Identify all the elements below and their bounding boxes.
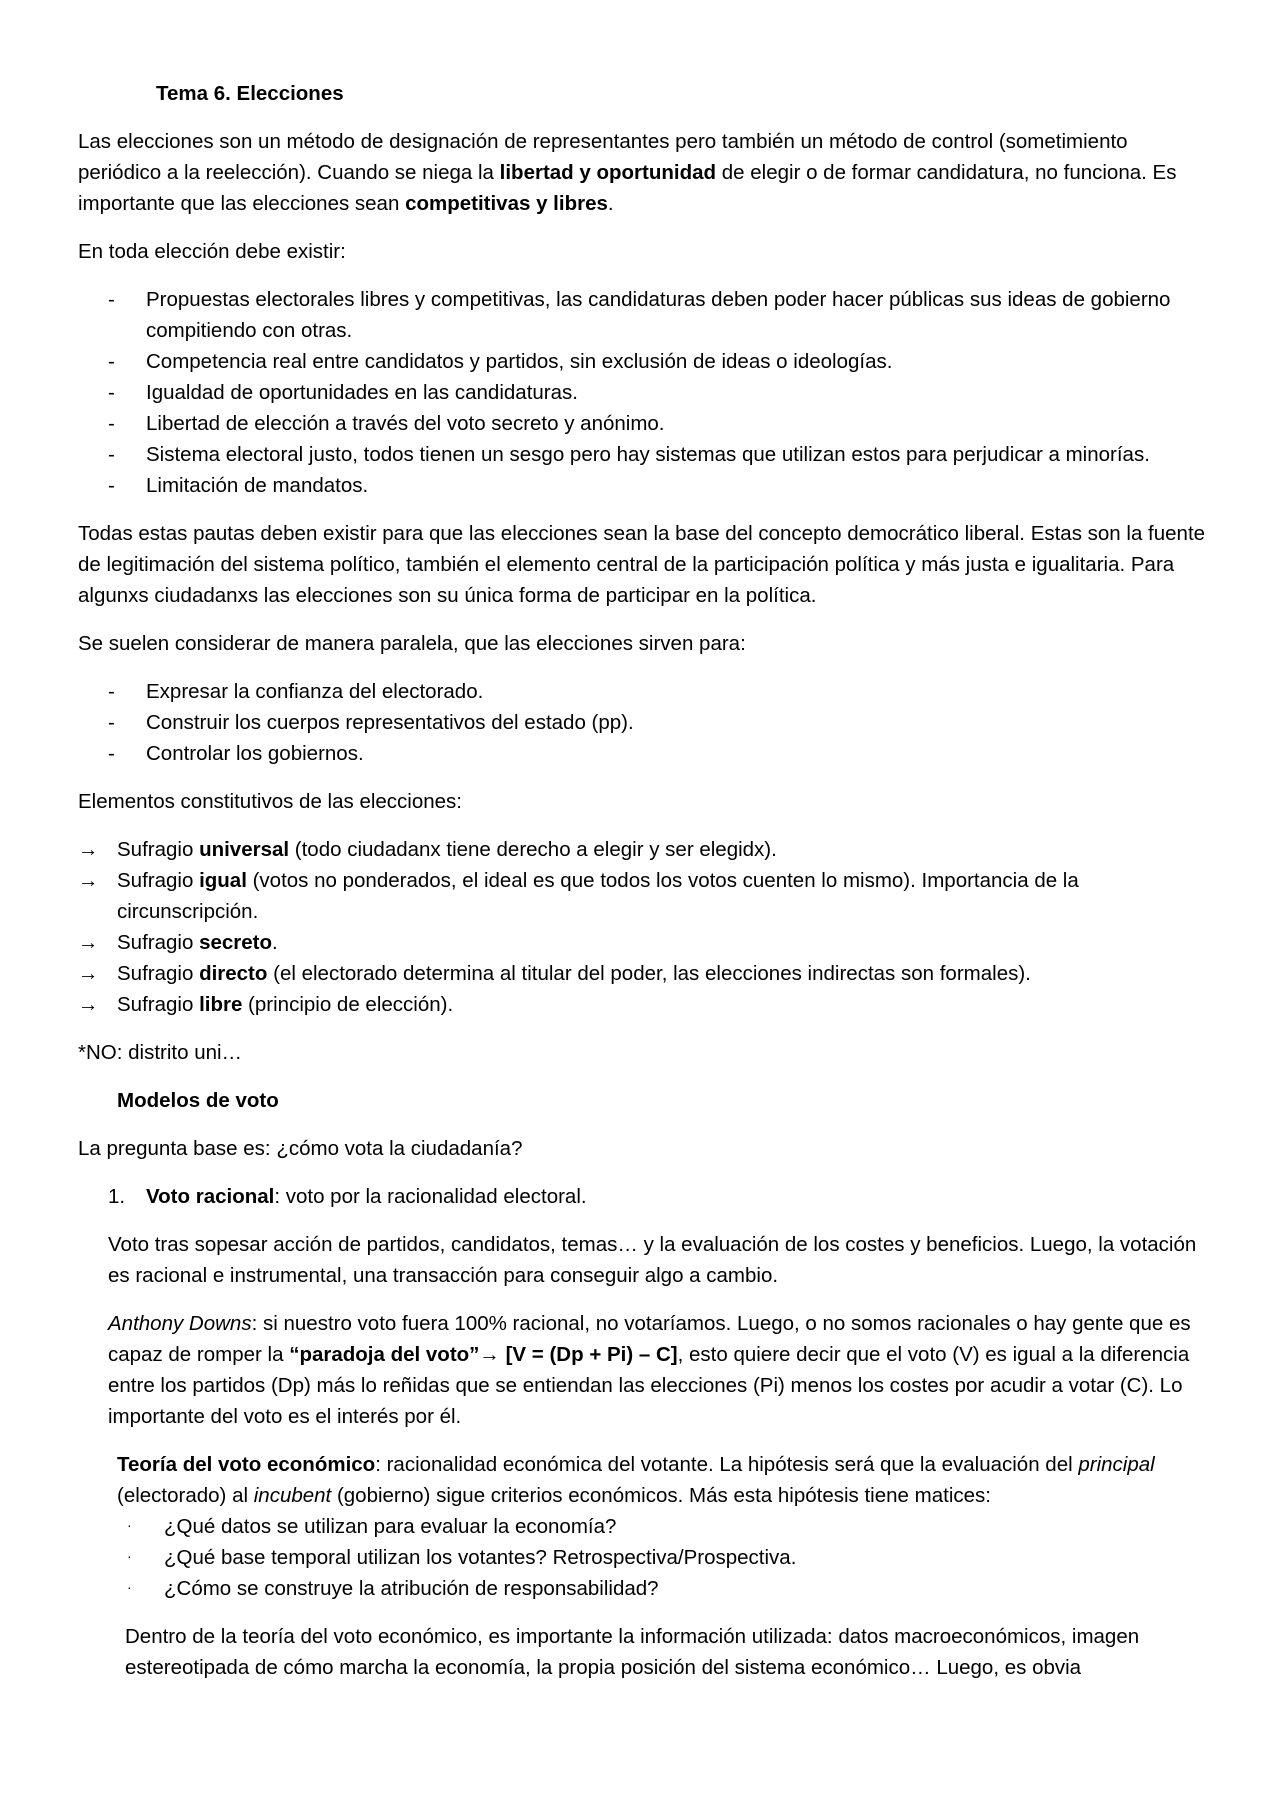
requirements-list <box>78 284 1212 501</box>
list-item: → Sufragio secreto. <box>78 927 1212 958</box>
arrow-right-icon: → <box>78 962 99 985</box>
list-item: - Limitación de mandatos. <box>78 470 1212 501</box>
note-text: *NO: distrito uni… <box>78 1041 243 1064</box>
list-item: - Igualdad de oportunidades en las candidaturas. <box>78 377 1212 408</box>
arrow-right-icon: → <box>78 869 99 892</box>
list-item: → Sufragio igual (votos no ponderados, el ideal es que todos los votos cuenten lo mismo). Importancia de la circunscripción. <box>78 865 1212 927</box>
functions-list <box>78 676 1212 769</box>
list-item: - Sistema electoral justo, todos tienen un sesgo pero hay sistemas que utilizan estos para perjudicar a minorías. <box>78 439 1212 470</box>
dash-bullet: - <box>108 711 115 734</box>
document-body <box>78 78 1212 1683</box>
elements-lead: Elementos constitutivos de las elecciones: <box>78 790 463 813</box>
list-item: → Sufragio directo (el electorado determina al titular del poder, las elecciones indirectas son formales). <box>78 958 1212 989</box>
requirements-lead: En toda elección debe existir: <box>78 240 346 263</box>
dash-bullet: - <box>108 680 115 703</box>
list-item: · ¿Qué datos se utilizan para evaluar la economía? <box>117 1511 1212 1542</box>
dash-bullet: - <box>108 288 115 311</box>
rational-vote-paragraph: Voto tras sopesar acción de partidos, candidatos, temas… y la evaluación de los costes y beneficios. Luego, la votación es racional e instrumental, una transacción para conseguir algo a cambio. <box>108 1233 1197 1287</box>
intro-paragraph: Las elecciones son un método de designación de representantes pero también un método de control (sometimiento periódico a la reelección). Cuando se niega la libertad y oportunidad de elegir o de formar candidatura, no funciona. Es importante que las elecciones sean competitivas y libres. <box>78 130 1177 215</box>
functions-lead: Se suelen considerar de manera paralela, que las elecciones sirven para: <box>78 632 746 655</box>
legitimation-paragraph: Todas estas pautas deben existir para que las elecciones sean la base del concepto democrático liberal. Estas son la fuente de legitimación del sistema político, también el elemento central de la participación política y más justa e igualitaria. Para algunxs ciudadanxs las elecciones son su única forma de participar en la política. <box>78 522 1206 607</box>
list-item: · ¿Qué base temporal utilizan los votantes? Retrospectiva/Prospectiva. <box>117 1542 1212 1573</box>
list-item: · ¿Cómo se construye la atribución de responsabilidad? <box>117 1573 1212 1604</box>
arrow-right-icon: → <box>78 993 99 1016</box>
models-list <box>78 1181 1212 1212</box>
questions-list <box>117 1511 1212 1604</box>
question-paragraph: La pregunta base es: ¿cómo vota la ciudadanía? <box>78 1137 523 1160</box>
dash-bullet: - <box>108 381 115 404</box>
suffrage-list <box>78 834 1212 1020</box>
dot-bullet: · <box>127 1579 132 1595</box>
list-item: - Libertad de elección a través del voto secreto y anónimo. <box>78 408 1212 439</box>
dash-bullet: - <box>108 474 115 497</box>
list-item: 1. Voto racional: voto por la racionalidad electoral. <box>78 1181 1212 1212</box>
dash-bullet: - <box>108 443 115 466</box>
section-heading: Modelos de voto <box>117 1089 279 1112</box>
list-item: - Competencia real entre candidatos y partidos, sin exclusión de ideas o ideologías. <box>78 346 1212 377</box>
dash-bullet: - <box>108 412 115 435</box>
information-paragraph: Dentro de la teoría del voto económico, es importante la información utilizada: datos macroeconómicos, imagen estereotipada de cómo marcha la economía, la propia posición del sistema económico… Luego, es obvia <box>125 1625 1140 1679</box>
list-item: → Sufragio universal (todo ciudadanx tiene derecho a elegir y ser elegidx). <box>78 834 1212 865</box>
economic-vote-paragraph: Teoría del voto económico: racionalidad económica del votante. La hipótesis será que la evaluación del principal (electorado) al incubent (gobierno) sigue criterios económicos. Más esta hipótesis tiene matices: <box>117 1453 1155 1507</box>
list-number: 1. <box>108 1185 126 1208</box>
dash-bullet: - <box>108 742 115 765</box>
dash-bullet: - <box>108 350 115 373</box>
downs-paragraph: Anthony Downs: si nuestro voto fuera 100% racional, no votaríamos. Luego, o no somos racionales o hay gente que es capaz de romper la “paradoja del voto”→ [V = (Dp + Pi) – C], esto quiere decir que el voto (V) es igual a la diferencia entre los partidos (Dp) más lo reñidas que se entiendan las elecciones (Pi) menos los costes por acudir a votar (C). Lo importante del voto es el interés por él. <box>108 1312 1191 1428</box>
dot-bullet: · <box>127 1548 132 1564</box>
dot-bullet: · <box>127 1517 132 1533</box>
arrow-right-icon: → <box>78 931 99 954</box>
list-item: - Expresar la confianza del electorado. <box>78 676 1212 707</box>
list-item: → Sufragio libre (principio de elección). <box>78 989 1212 1020</box>
page-title: Tema 6. Elecciones <box>156 82 344 105</box>
list-item: - Propuestas electorales libres y competitivas, las candidaturas deben poder hacer públicas sus ideas de gobierno compitiendo con otras. <box>78 284 1212 346</box>
arrow-right-icon: → <box>78 838 99 861</box>
list-item: - Construir los cuerpos representativos del estado (pp). <box>78 707 1212 738</box>
list-item: - Controlar los gobiernos. <box>78 738 1212 769</box>
